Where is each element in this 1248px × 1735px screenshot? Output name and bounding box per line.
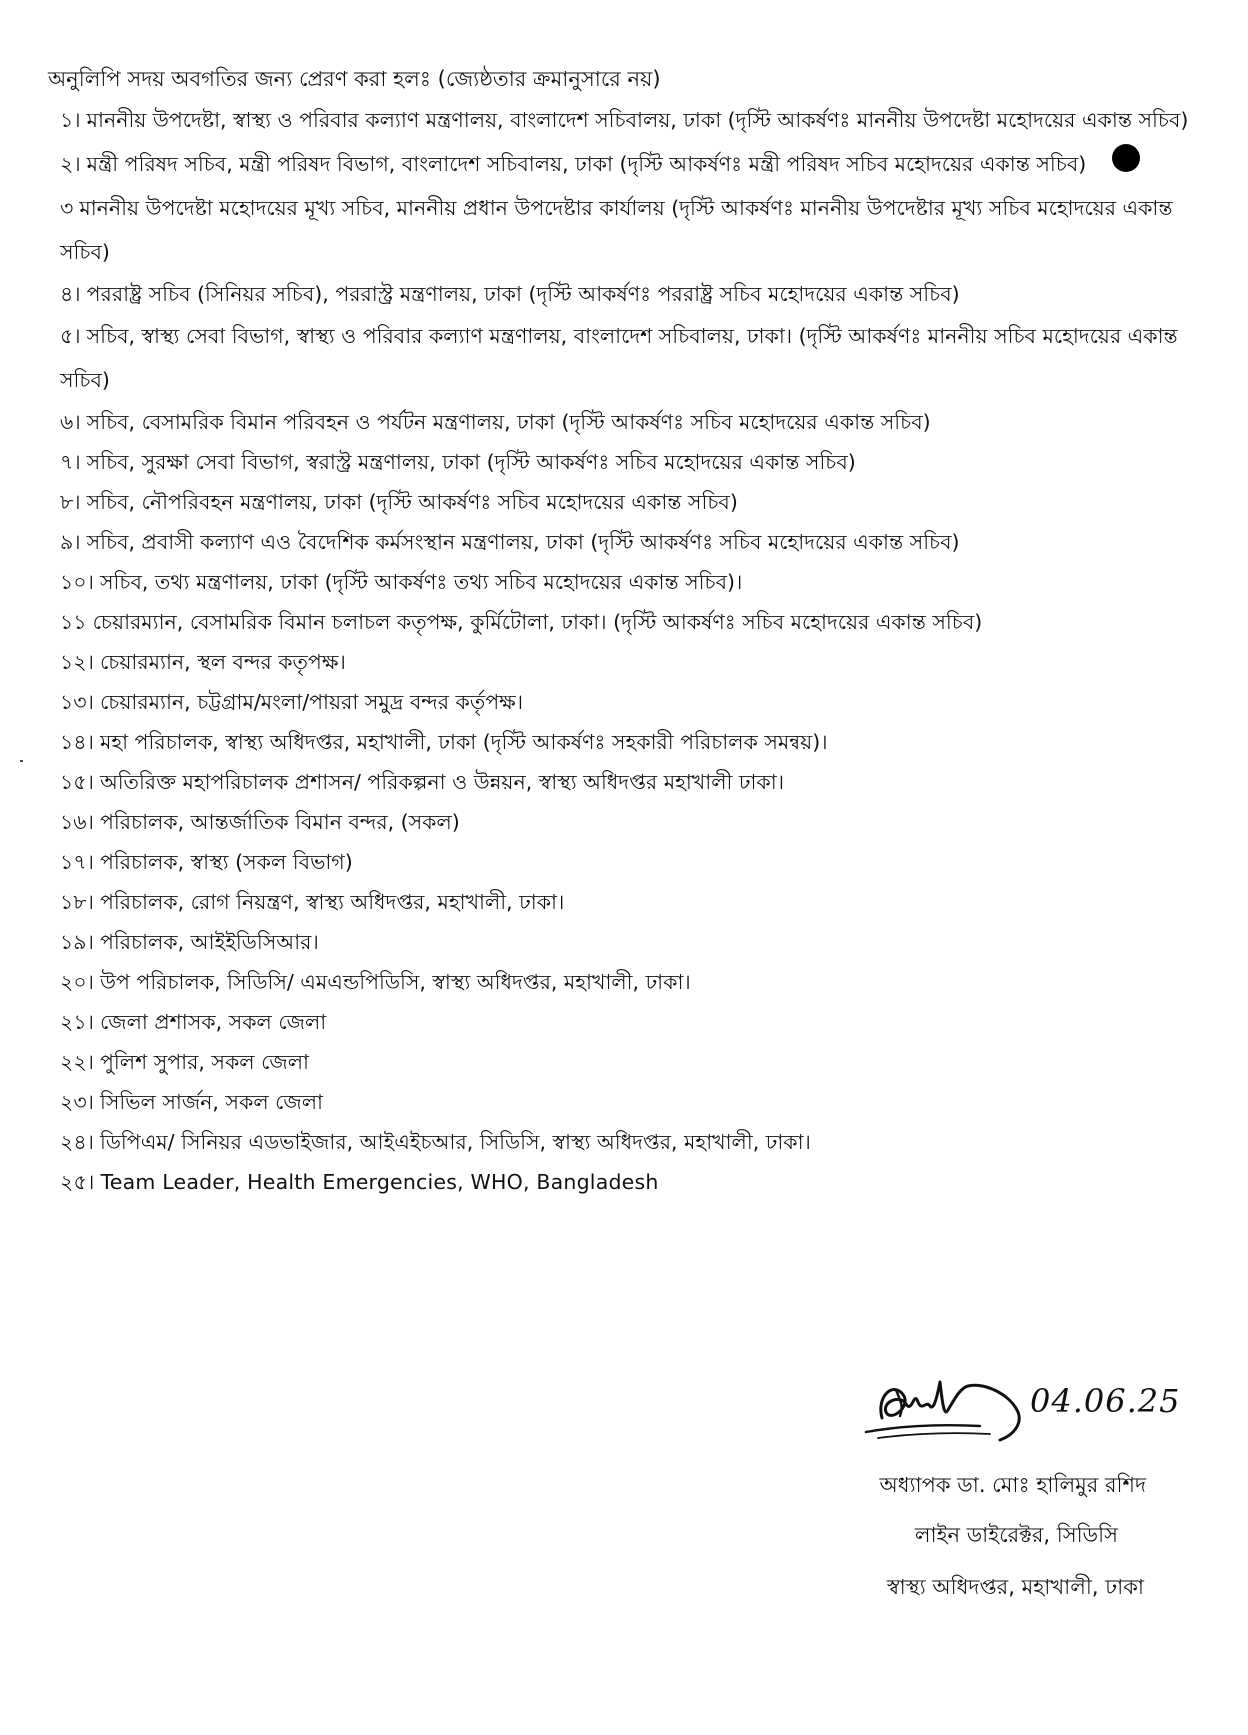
list-item [60,1122,1198,1162]
list-item [60,1002,1198,1042]
list-item-text: অতিরিক্ত মহাপরিচালক প্রশাসন/ পরিকল্পনা ও উন্নয়ন, স্বাস্থ্য অধিদপ্তর মহাখালী ঢাকা। [99,770,785,794]
list-item-text: সচিব, নৌপরিবহন মন্ত্রণালয়, ঢাকা (দৃস্টি আকর্ষণঃ সচিব মহোদয়ের একান্ত সচিব) [86,490,738,514]
list-item-number: ২। [60,152,81,176]
list-item-text: সচিব, বেসামরিক বিমান পরিবহন ও পর্যটন মন্ত্রণালয়, ঢাকা (দৃস্টি আকর্ষণঃ সচিব মহোদয়ের একান্ত সচিব) [86,410,931,434]
list-item-number: ২০। [60,970,94,994]
list-item [60,962,1198,1002]
signer-name: অধ্যাপক ডা. মোঃ হালিমুর রশিদ [879,1473,1146,1497]
list-item-number: ২২। [60,1050,94,1074]
list-item-number: ২৫। [60,1170,95,1194]
copy-intro: অনুলিপি সদয় অবগতির জন্য প্রেরণ করা হলঃ (জ্যেষ্ঠতার ক্রমানুসারে নয়) [48,67,661,91]
list-item-text: চেয়ারম্যান, চট্টগ্রাম/মংলা/পায়রা সমুদ্র বন্দর কর্তৃপক্ষ। [99,690,524,714]
list-item-text: পরিচালক, আন্তর্জাতিক বিমান বন্দর, (সকল) [99,810,460,834]
list-item-number: ৩ [60,196,74,220]
list-item-text: সচিব, তথ্য মন্ত্রণালয়, ঢাকা (দৃস্টি আকর্ষণঃ তথ্য সচিব মহোদয়ের একান্ত সচিব)। [99,570,743,594]
list-item [60,802,1198,842]
list-item-text: Team Leader, Health Emergencies, WHO, Bangladesh [100,1170,659,1194]
list-item-number: ২৪। [60,1130,94,1154]
list-item [60,522,1198,562]
list-item-number: ১৫। [60,770,94,794]
list-item-number: ১০। [60,570,94,594]
list-item-text: পরিচালক, আইইডিসিআর। [99,930,319,954]
list-item [60,142,1198,186]
list-item-text: সচিব, স্বাস্থ্য সেবা বিভাগ, স্বাস্থ্য ও পরিবার কল্যাণ মন্ত্রণালয়, বাংলাদেশ সচিবালয়, ঢাকা। (দৃস্টি আকর্ষণঃ মাননীয় সচিব মহোদয়ের একান্ত সচিব) [60,324,1178,392]
list-item [60,882,1198,922]
list-item [60,274,1198,314]
list-item-text: মাননীয় উপদেষ্টা মহোদয়ের মূখ্য সচিব, মাননীয় প্রধান উপদেষ্টার কার্যালয় (দৃস্টি আকর্ষণঃ মাননীয় উপদেষ্টার মূখ্য সচিব মহোদয়ের একান্ত সচিব) [60,196,1173,264]
list-item-text: চেয়ারম্যান, বেসামরিক বিমান চলাচল কতৃপক্ষ, কুর্মিটোলা, ঢাকা। (দৃস্টি আকর্ষণঃ সচিব মহোদয়ের একান্ত সচিব) [92,610,983,634]
list-item [60,842,1198,882]
list-item [60,1042,1198,1082]
list-item [60,762,1198,802]
list-item [60,722,1198,762]
list-item-number: ১৬। [60,810,94,834]
list-item-number: ২৩। [60,1090,94,1114]
handwritten-signature [860,1360,1030,1452]
list-item-text: ডিপিএম/ সিনিয়র এডভাইজার, আইএইচআর, সিডিসি, স্বাস্থ্য অধিদপ্তর, মহাখালী, ঢাকা। [99,1130,811,1154]
list-item-number: ১। [60,108,81,132]
list-item-number: ১৭। [60,850,94,874]
list-item [60,98,1198,142]
list-item [60,442,1198,482]
signature-date: 04.06.25 [1030,1382,1181,1420]
list-item-number: ১৮। [60,890,94,914]
list-item [60,562,1198,602]
list-item [60,314,1198,402]
list-item-number: ১৩। [60,690,94,714]
list-item-number: ১৪। [60,730,94,754]
list-item [60,482,1198,522]
list-item-number: ৫। [60,324,81,348]
list-item-number: ২১। [60,1010,94,1034]
list-item-number: ১১ [60,610,87,634]
list-item [60,1082,1198,1122]
list-item-number: ৬। [60,410,81,434]
list-item-number: ৭। [60,450,81,474]
list-item-text: সিভিল সার্জন, সকল জেলা [100,1090,323,1114]
list-item-text: জেলা প্রশাসক, সকল জেলা [99,1010,327,1034]
list-item-text: সচিব, সুরক্ষা সেবা বিভাগ, স্বরাস্ট্র মন্ত্রণালয়, ঢাকা (দৃস্টি আকর্ষণঃ সচিব মহোদয়ের একান্ত সচিব) [86,450,856,474]
list-item-text: মাননীয় উপদেষ্টা, স্বাস্থ্য ও পরিবার কল্যাণ মন্ত্রণালয়, বাংলাদেশ সচিবালয়, ঢাকা (দৃস্টি আকর্ষণঃ মাননীয় উপদেষ্টা মহোদয়ের একান্ত সচিব) [86,108,1189,132]
list-item-text: উপ পরিচালক, সিডিসি/ এমএন্ডপিডিসি, স্বাস্থ্য অধিদপ্তর, মহাখালী, ঢাকা। [100,970,691,994]
list-item [60,922,1198,962]
list-item-number: ৪। [60,282,81,306]
list-item-text: পররাষ্ট্র সচিব (সিনিয়র সচিব), পররাস্ট্র মন্ত্রণালয়, ঢাকা (দৃস্টি আকর্ষণঃ পররাষ্ট্র সচিব মহোদয়ের একান্ত সচিব) [86,282,960,306]
signer-organization: স্বাস্থ্য অধিদপ্তর, মহাখালী, ঢাকা [886,1575,1144,1599]
list-item-number: ১২। [60,650,94,674]
list-item-text: পরিচালক, রোগ নিয়ন্ত্রণ, স্বাস্থ্য অধিদপ্তর, মহাখালী, ঢাকা। [99,890,565,914]
list-item [60,602,1198,642]
signer-title: লাইন ডাইরেক্টর, সিডিসি [914,1523,1118,1547]
list-item-text: মহা পরিচালক, স্বাস্থ্য অধিদপ্তর, মহাখালী, ঢাকা (দৃস্টি আকর্ষণঃ সহকারী পরিচালক সমন্বয়)। [99,730,828,754]
list-item [60,186,1198,274]
list-item-number: ৮। [60,490,81,514]
list-item-text: মন্ত্রী পরিষদ সচিব, মন্ত্রী পরিষদ বিভাগ, বাংলাদেশ সচিবালয়, ঢাকা (দৃস্টি আকর্ষণঃ মন্ত্রী পরিষদ সচিব মহোদয়ের একান্ত সচিব) [86,152,1087,176]
margin-speck [20,760,23,762]
ink-dot-mark [1112,144,1140,172]
signature-block [860,1360,1190,1720]
list-item-text: চেয়ারম্যান, স্থল বন্দর কতৃপক্ষ। [99,650,346,674]
list-item [60,682,1198,722]
list-item-number: ৯। [60,530,81,554]
list-item [60,1162,1198,1202]
list-item-text: পুলিশ সুপার, সকল জেলা [100,1050,309,1074]
list-item [60,642,1198,682]
list-item-text: পরিচালক, স্বাস্থ্য (সকল বিভাগ) [99,850,353,874]
list-item [60,402,1198,442]
list-item-number: ১৯। [60,930,94,954]
list-item-text: সচিব, প্রবাসী কল্যাণ এও বৈদেশিক কর্মসংস্থান মন্ত্রণালয়, ঢাকা (দৃস্টি আকর্ষণঃ সচিব মহোদয়ের একান্ত সচিব) [86,530,960,554]
recipient-list [60,98,1198,1202]
